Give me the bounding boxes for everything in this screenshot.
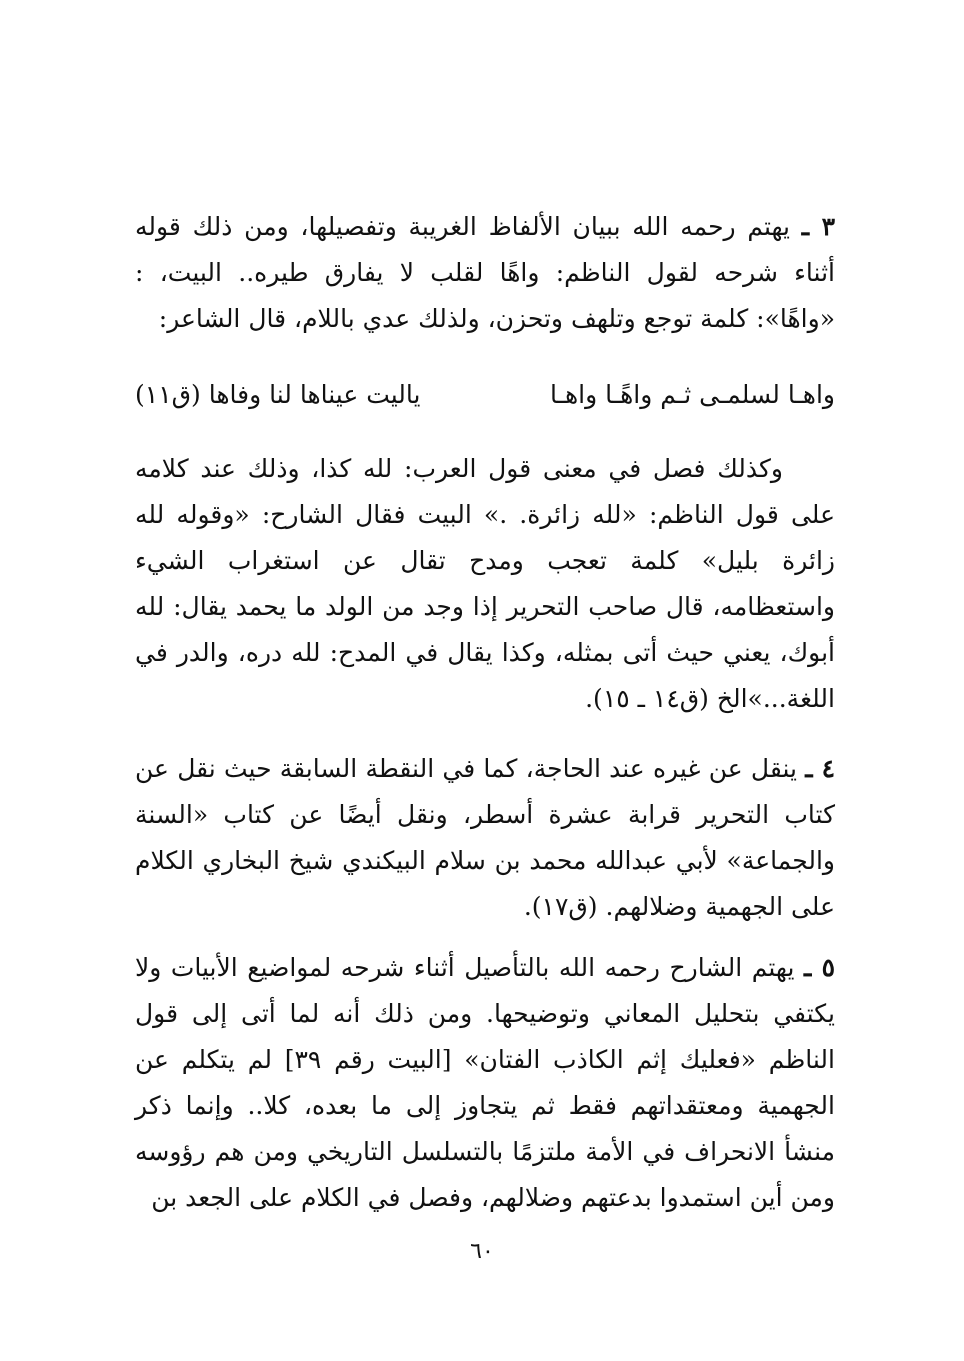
page-number: ٦٠	[470, 1239, 494, 1264]
point-number: ٥ ـ	[803, 953, 835, 982]
paragraph-text: ينقل عن غيره عند الحاجة، كما في النقطة السابقة حيث نقل عن كتاب التحرير قرابة عشرة أسطر، ونقل أيضًا عن كتاب «السنة والجماعة» لأبي عبدالله محمد بن سلام البيكندي شيخ البخاري الكلام على الجهمية وضلالهم. (ق١٧).	[135, 754, 835, 921]
point-number: ٣ ـ	[801, 212, 835, 241]
verse-second-hemistich: ياليت عيناها لنا وفاها (ق١١)	[135, 380, 421, 409]
paragraph-3-gharib-words	[135, 204, 835, 342]
paragraph-5-foundations	[135, 945, 835, 1221]
paragraph-4-quoting-others	[135, 746, 835, 930]
verse-first-hemistich: واهـا لسلمـى ثـم واهًـا واهـا	[550, 380, 835, 409]
paragraph-text: وكذلك فصل في معنى قول العرب: لله كذا، وذلك عند كلامه على قول الناظم: «لله زائرة. .» البيت فقال الشارح: «وقوله لله زائرة بليل» كلمة تعجب ومدح تقال عن استغراب الشيء واستعظامه، قال صاحب التحرير إذا وجد من الولد ما يحمد يقال: لله أبوك، يعني حيث أتى بمثله، وكذا يقال في المدح: لله دره، والدر في اللغة...»الخ (ق١٤ ـ ١٥).	[135, 454, 835, 713]
point-number: ٤ ـ	[805, 754, 835, 783]
paragraph-lillah-meaning	[135, 446, 835, 722]
paragraph-text: يهتم رحمه الله ببيان الألفاظ الغريبة وتفصيلها، ومن ذلك قوله أثناء شرحه لقول الناظم: واهًا لقلب لا يفارق طيره.. البيت، : «واهًا»: كلمة توجع وتلهف وتحزن، ولذلك عدي باللام، قال الشاعر:	[135, 212, 835, 333]
poetry-verse	[135, 372, 835, 418]
paragraph-text: يهتم الشارح رحمه الله بالتأصيل أثناء شرحه لمواضيع الأبيات ولا يكتفي بتحليل المعاني وتوضيحها. ومن ذلك أنه لما أتى إلى قول الناظم «فعليك إثم الكاذب الفتان» [البيت رقم ٣٩] لم يتكلم عن الجهمية ومعتقداتهم فقط ثم يتجاوز إلى ما بعده، كلا.. وإنما ذكر منشأ الانحراف في الأمة ملتزمًا بالتسلسل التاريخي ومن هم رؤوسه ومن أين استمدوا بدعتهم وضلالهم، وفصل في الكلام على الجعد بن	[135, 953, 835, 1212]
